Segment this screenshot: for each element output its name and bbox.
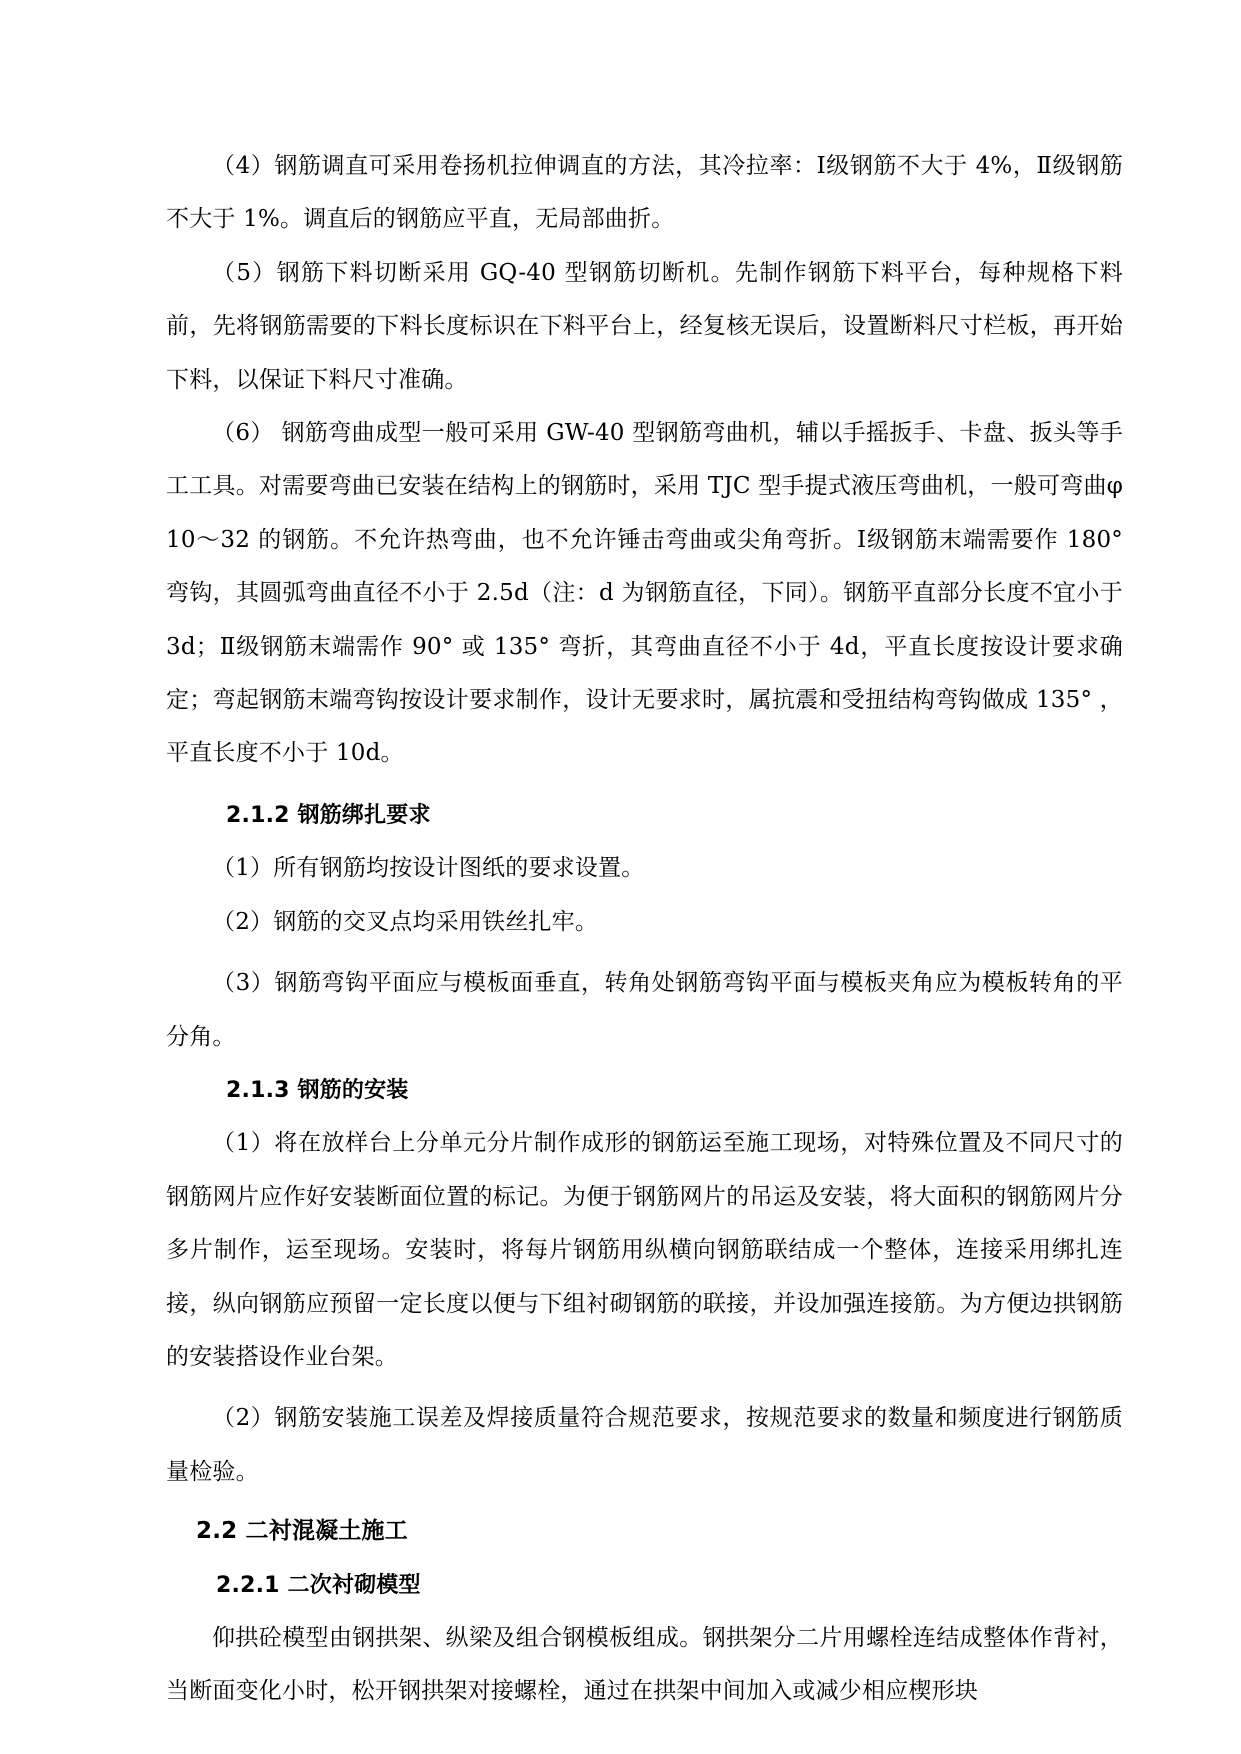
paragraph-binding-1: （1）所有钢筋均按设计图纸的要求设置。: [212, 855, 645, 882]
paragraph-steel-straightening: （4）钢筋调直可采用卷扬机拉伸调直的方法，其冷拉率：Ⅰ级钢筋不大于 4%，Ⅱ级钢筋不大于 1%。调直后的钢筋应平直，无局部曲折。: [166, 153, 1123, 233]
heading-2-2: 2.2 二衬混凝土施工: [196, 1518, 408, 1545]
paragraph-steel-cutting: （5）钢筋下料切断采用 GQ-40 型钢筋切断机。先制作钢筋下料平台，每种规格下料前，先将钢筋需要的下料长度标识在下料平台上，经复核无误后，设置断料尺寸栏板，再开始下料，以保证下料尺寸准确。: [166, 259, 1123, 393]
paragraph-steel-bending: （6） 钢筋弯曲成型一般可采用 GW-40 型钢筋弯曲机，辅以手摇扳手、卡盘、扳头等手工工具。对需要弯曲已安装在结构上的钢筋时，采用 TJC 型手提式液压弯曲机，一般可弯曲φ10～32 的钢筋。不允许热弯曲，也不允许锤击弯曲或尖角弯折。Ⅰ级钢筋末端需要作 180° 弯钩，其圆弧弯曲直径不小于 2.5d（注：d 为钢筋直径，下同）。钢筋平直部分长度不宜小于 3d；Ⅱ级钢筋末端需作 90° 或 135° 弯折，其弯曲直径不小于 4d，平直长度按设计要求确定；弯起钢筋末端弯钩按设计要求制作，设计无要求时，属抗震和受扭结构弯钩做成 135° ，平直长度不小于 10d。: [166, 420, 1123, 767]
paragraph-installation-1: （1）将在放样台上分单元分片制作成形的钢筋运至施工现场，对特殊位置及不同尺寸的钢筋网片应作好安装断面位置的标记。为便于钢筋网片的吊运及安装，将大面积的钢筋网片分多片制作，运至现场。安装时，将每片钢筋用纵横向钢筋联结成一个整体，连接采用绑扎连接，纵向钢筋应预留一定长度以便与下组衬砌钢筋的联接，并设加强连接筋。为方便边拱钢筋的安装搭设作业台架。: [166, 1130, 1123, 1370]
paragraph-binding-2: （2）钢筋的交叉点均采用铁丝扎牢。: [212, 908, 599, 935]
paragraph-installation-2: （2）钢筋安装施工误差及焊接质量符合规范要求，按规范要求的数量和频度进行钢筋质量检验。: [166, 1405, 1123, 1485]
page-body: [166, 140, 1123, 1719]
paragraph-binding-3: （3）钢筋弯钩平面应与模板面垂直，转角处钢筋弯钩平面与模板夹角应为模板转角的平分角。: [166, 970, 1123, 1050]
heading-2-2-1: 2.2.1 二次衬砌模型: [216, 1572, 421, 1598]
paragraph-lining-model: 仰拱砼模型由钢拱架、纵梁及组合钢模板组成。钢拱架分二片用螺栓连结成整体作背衬，当断面变化小时，松开钢拱架对接螺栓，通过在拱架中间加入或减少相应楔形块: [166, 1624, 1123, 1705]
heading-2-1-3: 2.1.3 钢筋的安装: [226, 1077, 409, 1103]
heading-2-1-2: 2.1.2 钢筋绑扎要求: [226, 802, 431, 828]
